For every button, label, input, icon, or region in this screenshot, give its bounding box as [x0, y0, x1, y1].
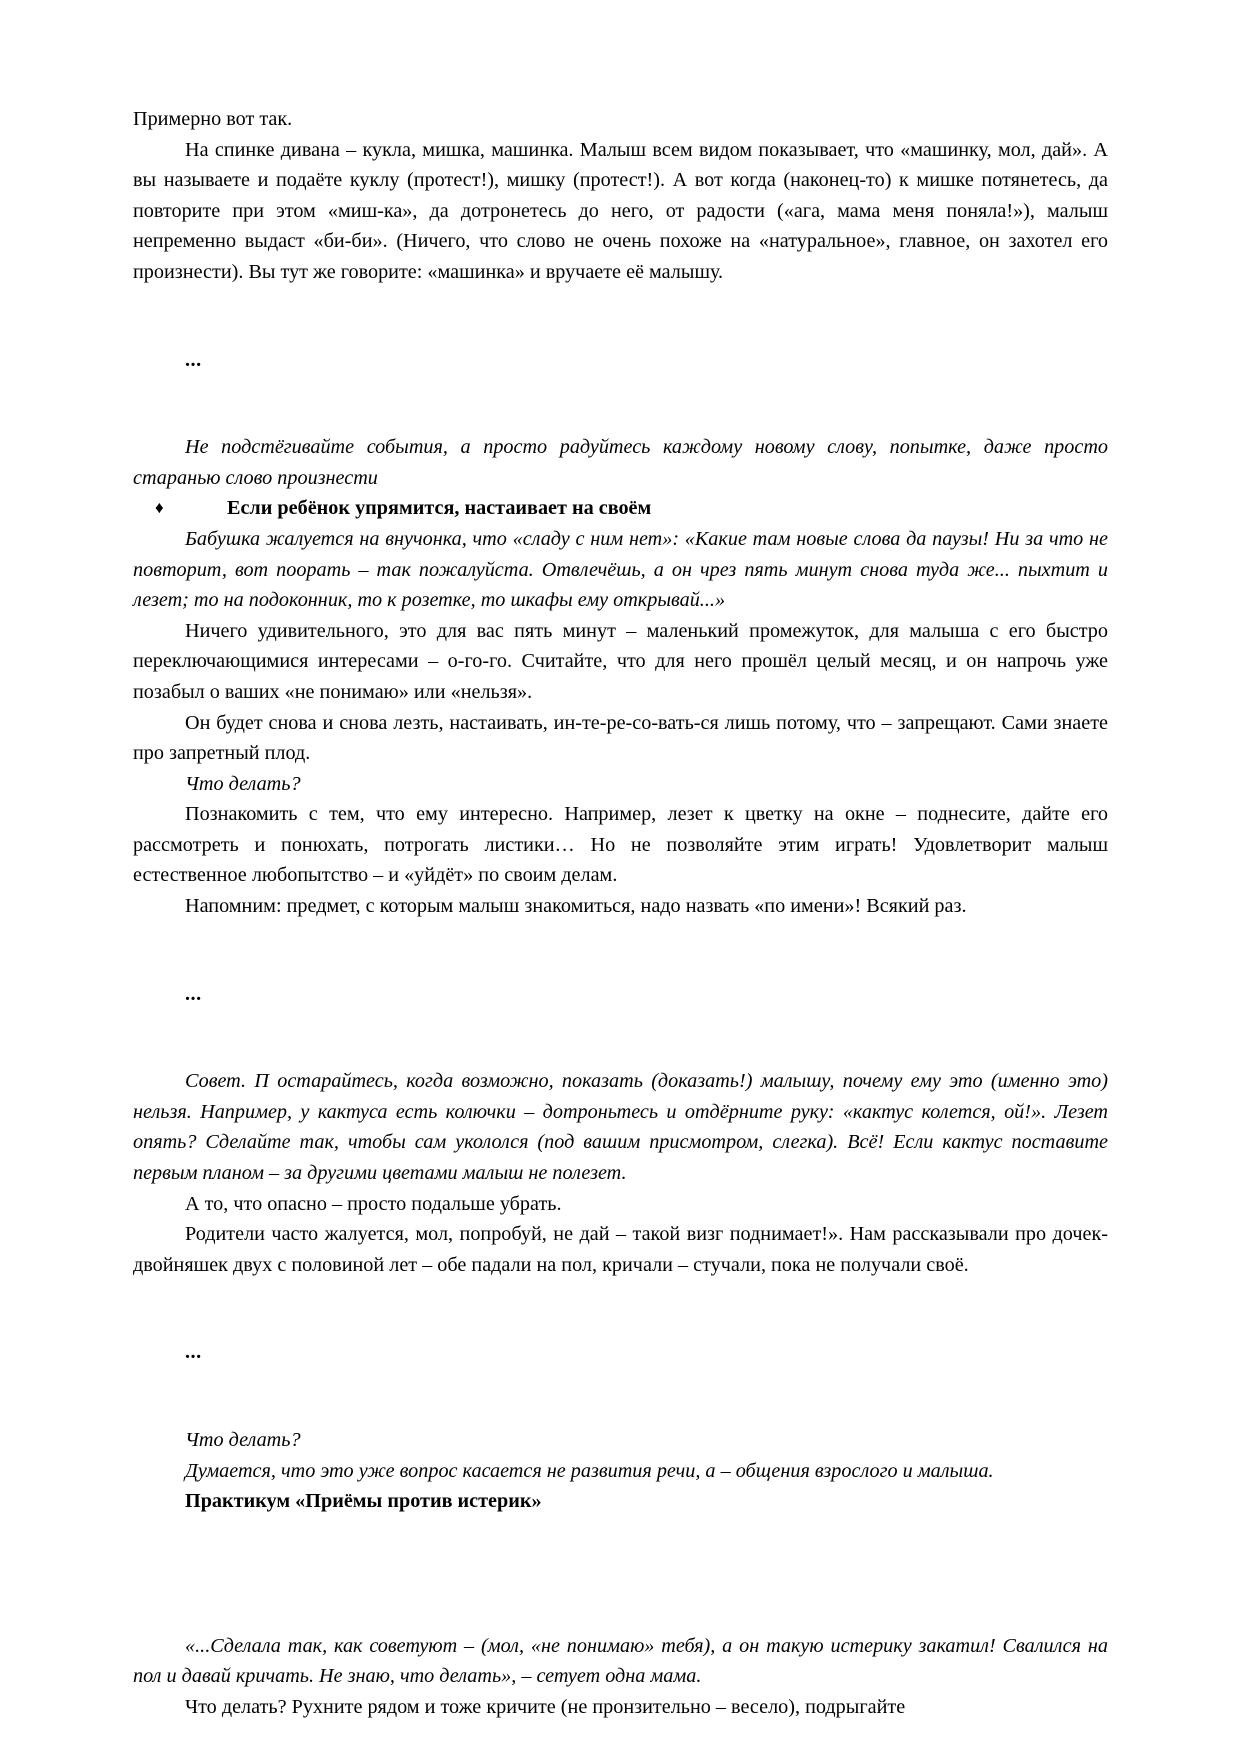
- paragraph-sofa-toys: На спинке дивана – кукла, мишка, машинка. Малыш всем видом показывает, что «машинку, мол, дай». А вы называете и подаёте куклу (протест!), мишку (протест!). А вот когда (наконец-то) к мишке потянетесь, да повторите при этом «миш-ка», да дотронетесь до него, от радости («ага, мама меня поняла!»), малыш непременно выдаст «би-би». (Ничего, что слово не очень похоже на «натуральное», главное, он захотел его произнести). Вы тут же говорите: «машинка» и вручаете её малышу.: [133, 138, 1108, 283]
- spacer: [133, 922, 1108, 979]
- paragraph-parents-complain: Родители часто жалуется, мол, попробуй, не дай – такой визг поднимает!». Нам рассказывали про дочек-двойняшек двух с половиной лет – обе падали на пол, кричали – стучали, пока не получали своё.: [133, 1223, 1108, 1276]
- spacer: [133, 1574, 1108, 1631]
- bullet-heading-label: Если ребёнок упрямится, настаивает на своём: [227, 497, 652, 520]
- spacer: [133, 1517, 1108, 1574]
- paragraph-nothing-surprising: Ничего удивительного, это для вас пять минут – маленький промежуток, для малыша с его быстро переключающимися интересами – о-го-го. Считайте, что для него прошёл целый месяц, и он напрочь уже позабыл о ваших «не понимаю» или «нельзя».: [133, 619, 1108, 703]
- paragraph-name-the-object: Напомним: предмет, с которым малыш знакомиться, надо назвать «по имени»! Всякий раз.: [185, 895, 967, 918]
- paragraph-introduce-interest: Познакомить с тем, что ему интересно. Например, лезет к цветку на окне – поднесите, дайте его рассмотреть и понюхать, потрогать листики… Но не позволяйте этим играть! Удовлетворит малыш естественное любопытство – и «уйдёт» по своим делам.: [133, 803, 1108, 887]
- paragraph-communication-italic: Думается, что это уже вопрос касается не развития речи, а – общения взрослого и малыша.: [185, 1459, 994, 1482]
- spacer: [133, 375, 1108, 432]
- section-separator-3: ...: [185, 1341, 202, 1364]
- spacer: [133, 288, 1108, 345]
- spacer: [133, 1009, 1108, 1066]
- paragraph-mother-quote-italic: «...Сделала так, как советуют – (мол, «не понимаю» тебя), а он такую истерику закатил! Свалился на пол и давай кричать. Не знаю, что делать», – сетует одна мама.: [133, 1634, 1108, 1688]
- section-separator-2: ...: [185, 982, 202, 1005]
- spacer: [133, 1368, 1108, 1425]
- paragraph-what-to-do-2-italic: Что делать?: [185, 1429, 301, 1451]
- paragraph-forbidden-fruit: Он будет снова и снова лезть, настаивать, ин-те-ре-со-вать-ся лишь потому, что – запрещают. Сами знаете про запретный плод.: [133, 711, 1108, 765]
- page-content: [133, 104, 1108, 1723]
- bullet-heading-stubborn-child: [133, 493, 1108, 524]
- section-separator-1: ...: [185, 348, 202, 371]
- diamond-bullet-icon: ♦: [155, 498, 164, 518]
- subheading-practicum: Практикум «Приёмы против истерик»: [185, 1490, 542, 1513]
- paragraph-advice-cactus-italic: Совет. П остарайтесь, когда возможно, показать (доказать!) малышу, почему ему это (именно это) нельзя. Например, у кактуса есть колючки – дотроньтесь и отдёрните руку: «кактус колется, ой!». Лезет опять? Сделайте так, чтобы сам укололся (под вашим присмотром, слегка). Всё! Если кактус поставите первым планом – за другими цветами малыш не полезет.: [133, 1070, 1108, 1185]
- paragraph-remove-dangerous: А то, что опасно – просто подальше убрать.: [185, 1192, 562, 1215]
- paragraph-intro: Примерно вот так.: [133, 108, 293, 130]
- paragraph-what-to-do-1-italic: Что делать?: [185, 772, 301, 795]
- spacer: [133, 1280, 1108, 1337]
- paragraph-grandmother-quote-italic: Бабушка жалуется на внучонка, что «сладу с ним нет»: «Какие там новые слова да паузы! Ни за что не повторит, вот поорать – так пожалуйста. Отвлечёшь, а он чрез пять минут снова туда же... пыхтит и лезет; то на подоконник, то к розетке, то шкафы ему открывай...»: [133, 527, 1108, 612]
- paragraph-what-to-do-answer: Что делать? Рухните рядом и тоже кричите (не пронзительно – весело), подрыгайте: [185, 1695, 906, 1718]
- paragraph-dont-rush-italic: Не подстёгивайте события, а просто радуйтесь каждому новому слову, попытке, даже просто старанью слово произнести: [133, 436, 1108, 489]
